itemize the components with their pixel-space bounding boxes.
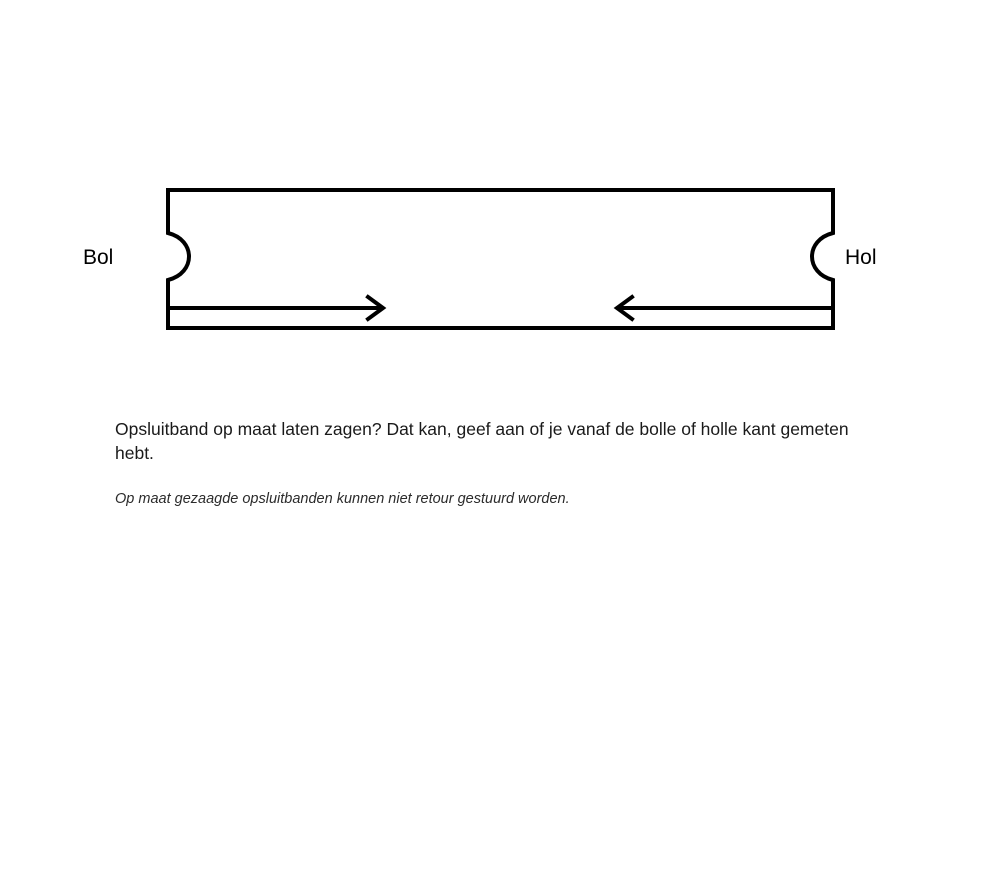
label-hol: Hol (845, 246, 877, 269)
caption-main-text: Opsluitband op maat laten zagen? Dat kan, geef aan of je vanaf de bolle of holle kant gemeten hebt. (115, 419, 849, 463)
kerbstone-shape-svg (0, 0, 1000, 380)
caption-block (115, 418, 875, 507)
caption-note-text: Op maat gezaagde opsluitbanden kunnen niet retour gestuurd worden. (115, 491, 570, 508)
kerbstone-diagram (0, 0, 1000, 380)
label-bol: Bol (83, 246, 114, 269)
